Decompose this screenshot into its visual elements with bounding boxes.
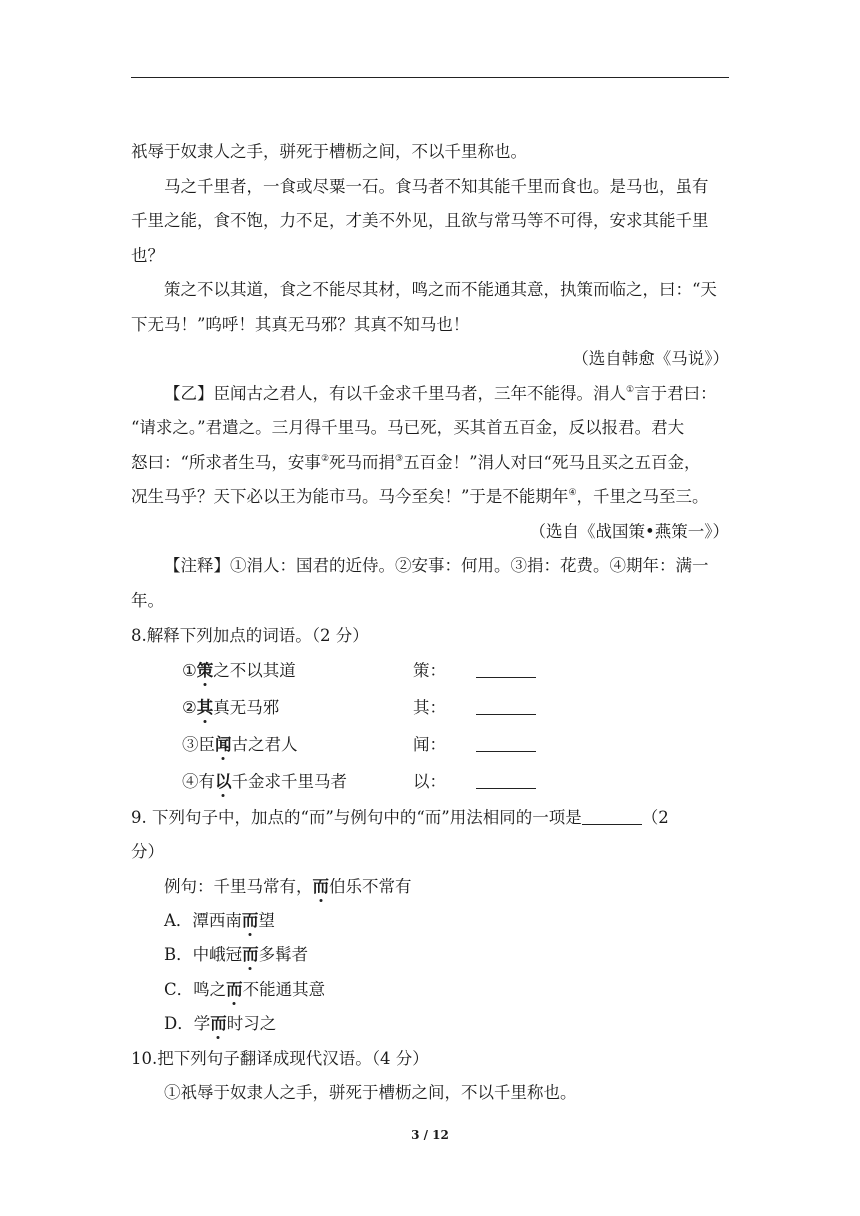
text-run: B．中峨冠 xyxy=(164,945,243,964)
page-number: 3 / 12 xyxy=(411,1128,449,1142)
notes-line: 年。 xyxy=(131,591,164,610)
q8-answer xyxy=(413,660,536,682)
passage-jia-line: 下无马！”呜呼！其真无马邪？其真不知马也！ xyxy=(131,315,470,334)
text-run: 伯乐不常有 xyxy=(329,877,412,896)
q10-item: ①祇辱于奴隶人之手，骈死于槽枥之间，不以千里称也。 xyxy=(164,1083,577,1102)
text-run: 9. 下列句子中，加点的“而”与例句中的“而”用法相同的一项是 xyxy=(131,808,582,827)
passage-yi-line xyxy=(131,486,709,508)
q10-title: 10.把下列句子翻译成现代汉语。（4 分） xyxy=(131,1049,429,1068)
q8-answer xyxy=(413,771,536,793)
dotted-word: 其 xyxy=(196,698,214,717)
q8-item xyxy=(182,660,296,682)
passage-yi-line: “请求之。”君遣之。三月得千里马。马已死，买其首五百金，反以报君。君大 xyxy=(131,418,685,437)
answer-blank[interactable] xyxy=(476,663,536,678)
q8-item xyxy=(182,734,298,756)
text-run: ② xyxy=(182,698,197,717)
dotted-word: 而 xyxy=(241,911,259,930)
header-rule xyxy=(131,77,729,78)
dotted-word: 闻 xyxy=(215,735,232,754)
dotted-word: 以 xyxy=(215,772,232,791)
passage-jia-line: 祇辱于奴隶人之手，骈死于槽枥之间，不以千里称也。 xyxy=(131,142,527,161)
passage-yi-line xyxy=(164,383,717,405)
text-run: 古之君人 xyxy=(231,735,298,754)
answer-label: 以： xyxy=(413,772,446,791)
q9-option-d[interactable] xyxy=(164,1013,276,1035)
text-run: （2 xyxy=(641,808,669,827)
q9-title xyxy=(131,807,669,829)
text-run: ① xyxy=(182,661,197,680)
text-run: A．潭西南 xyxy=(164,911,242,930)
text-run: 言于君曰： xyxy=(634,384,717,403)
q8-title: 8.解释下列加点的词语。（2 分） xyxy=(131,626,369,645)
text-run: 千金求千里马者 xyxy=(231,772,347,791)
text-run: ③臣 xyxy=(182,735,215,754)
text-run: ，千里之马至三。 xyxy=(576,487,709,506)
passage-yi-source: （选自《战国策•燕策一》） xyxy=(529,522,729,541)
answer-label: 其： xyxy=(413,698,446,717)
text-run: C．鸣之 xyxy=(164,980,227,999)
text-run: 不能通其意 xyxy=(242,980,326,999)
dotted-word: 策 xyxy=(196,661,214,680)
answer-blank[interactable] xyxy=(476,737,536,752)
text-run: 真无马邪 xyxy=(213,698,280,717)
footnote-marker: ② xyxy=(320,454,330,464)
q9-option-a[interactable] xyxy=(164,910,275,932)
dotted-word: 而 xyxy=(312,877,329,896)
text-run: 多髯者 xyxy=(258,945,309,964)
q9-option-c[interactable] xyxy=(164,979,325,1001)
text-run: 五百金！”涓人对曰“死马且买之五百金， xyxy=(403,453,701,472)
text-run: 况生马乎？天下必以王为能市马。马今至矣！”于是不能期年 xyxy=(131,487,569,506)
dotted-word: 而 xyxy=(226,980,243,999)
passage-jia-line: 也？ xyxy=(131,246,164,265)
answer-blank[interactable] xyxy=(476,700,536,715)
footnote-marker: ① xyxy=(626,385,635,395)
text-run: ④有 xyxy=(182,772,215,791)
passage-jia-line: 千里之能，食不饱，力不足，才美不外见，且欲与常马等不可得，安求其能千里 xyxy=(131,211,709,230)
q9-example xyxy=(164,876,412,898)
notes-line: 【注释】①涓人：国君的近侍。②安事：何用。③捐：花费。④期年：满一 xyxy=(164,556,709,575)
passage-jia-line: 策之不以其道，食之不能尽其材，鸣之而不能通其意，执策而临之，曰：“天 xyxy=(164,280,717,299)
q8-item xyxy=(182,771,347,793)
text-run: 望 xyxy=(258,911,275,930)
answer-label: 策： xyxy=(413,661,446,680)
text-run: 之不以其道 xyxy=(213,661,296,680)
q8-item xyxy=(182,697,279,719)
q9-option-b[interactable] xyxy=(164,944,308,966)
q8-answer xyxy=(413,697,536,719)
passage-yi-line xyxy=(131,452,700,474)
footnote-marker: ④ xyxy=(568,488,577,498)
passage-jia-line: 马之千里者，一食或尽粟一石。食马者不知其能千里而食也。是马也，虽有 xyxy=(164,177,709,196)
q9-title-cont: 分） xyxy=(131,842,164,861)
text-run: 时习之 xyxy=(226,1014,277,1033)
answer-blank[interactable] xyxy=(582,810,642,825)
q8-answer xyxy=(413,734,536,756)
text-run: D．学 xyxy=(164,1014,211,1033)
text-run: 例句：千里马常有， xyxy=(164,877,313,896)
text-run: 死马而捐 xyxy=(329,453,396,472)
dotted-word: 而 xyxy=(242,945,259,964)
dotted-word: 而 xyxy=(210,1014,227,1033)
answer-label: 闻： xyxy=(413,735,446,754)
text-run: 【乙】臣闻古之君人，有以千金求千里马者，三年不能得。涓人 xyxy=(164,384,626,403)
passage-jia-source: （选自韩愈《马说》） xyxy=(572,349,729,368)
text-run: 怒曰：“所求者生马，安事 xyxy=(131,453,321,472)
footnote-marker: ③ xyxy=(395,454,404,464)
answer-blank[interactable] xyxy=(476,774,536,789)
